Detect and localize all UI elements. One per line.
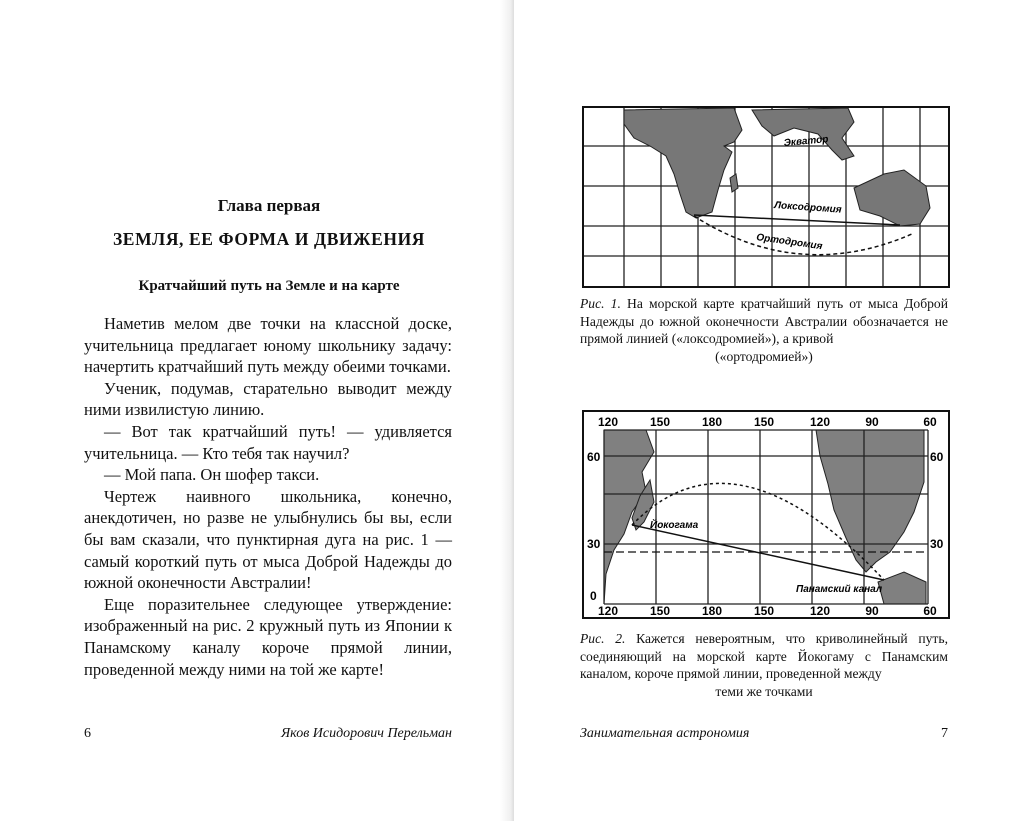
- asia-landmass: [752, 108, 854, 160]
- bottom-tick-label: 150: [649, 604, 671, 617]
- bottom-tick-label: 150: [753, 604, 775, 617]
- figure-1-map: [582, 106, 950, 288]
- paragraph: Чертеж наивного школьника, конечно, анекдотичен, но разве не улыбнулись бы вы, если бы вам сказали, что пунктирная дуга на рис. 1 — самый короткий путь от мыса Доброй Надежды до южной оконечности Австралии!: [84, 486, 452, 593]
- top-tick-label: 150: [753, 415, 775, 429]
- page-number-right: 7: [941, 726, 948, 741]
- right-tick-label: 30: [930, 537, 944, 551]
- paragraph: — Вот так кратчайший путь! — удивляется учительница. — Кто тебя так научил?: [84, 421, 452, 463]
- chapter-title: ЗЕМЛЯ, ЕЕ ФОРМА И ДВИЖЕНИЯ: [112, 229, 426, 249]
- south-america-landmass: [878, 572, 926, 604]
- top-tick-label: 60: [923, 415, 937, 429]
- paragraph: Наметив мелом две точки на классной доске, учительница предлагает юному школьнику задачу: начертить кратчайший путь между обеими точками.: [84, 314, 452, 377]
- africa-landmass: [624, 108, 742, 218]
- equator-label: Экватор: [783, 134, 829, 149]
- top-tick-label: 180: [701, 415, 723, 429]
- figure-2-caption-last: теми же точками: [715, 683, 813, 699]
- bottom-tick-label: 180: [701, 604, 723, 617]
- body-text: [84, 313, 452, 680]
- top-tick-label: 120: [597, 415, 619, 429]
- bottom-tick-label: 120: [809, 604, 831, 617]
- figure-2-caption-label: Рис. 2.: [580, 631, 626, 646]
- figure-1-caption-label: Рис. 1.: [580, 296, 621, 311]
- loxodrome-label: Локсодромия: [773, 200, 842, 216]
- figure-2-caption-text: Кажется невероятным, что криволинейный путь, соединяющий на морской карте Йокогаму с Панамским каналом, короче прямой линии, проведенной между: [580, 631, 948, 681]
- orthodrome-label: Ортодромия: [755, 232, 824, 253]
- left-page: [0, 0, 512, 821]
- paragraph: Еще поразительнее следующее утверждение: изображенный на рис. 2 кружный путь из Японии к Панамскому каналу короче прямой линии, проведенной между ними на той же карте!: [84, 594, 452, 679]
- bottom-tick-label: 60: [923, 604, 937, 617]
- figure-1-caption: [580, 295, 948, 365]
- madagascar-landmass: [730, 174, 738, 192]
- right-tick-label: 60: [930, 450, 944, 464]
- australia-landmass: [854, 170, 930, 226]
- figure-2-caption: [580, 630, 948, 700]
- section-title: Кратчайший путь на Земле и на карте: [138, 278, 400, 294]
- yokohama-label: Йокогама: [650, 520, 699, 531]
- figure-2-map: [582, 410, 950, 619]
- loxodrome-line: [694, 215, 900, 225]
- left-tick-label: 0: [590, 589, 597, 603]
- figure-1-caption-text: На морской карте кратчайший путь от мыса Доброй Надежды до южной оконечности Австралии обозначается не прямой линией («локсодромией»), а кривой: [580, 296, 948, 346]
- top-tick-label: 120: [809, 415, 831, 429]
- north-america-landmass: [816, 430, 924, 572]
- paragraph: — Мой папа. Он шофер такси.: [104, 465, 320, 485]
- top-tick-label: 90: [865, 415, 879, 429]
- chapter-heading: Глава первая: [217, 196, 321, 215]
- page-number-left: 6: [84, 726, 91, 741]
- left-tick-label: 30: [587, 537, 601, 551]
- top-tick-label: 150: [649, 415, 671, 429]
- running-footer-title: Занимательная астрономия: [580, 726, 750, 741]
- panama-canal-label: Панамский канал: [796, 584, 883, 595]
- right-page: [514, 0, 1034, 821]
- left-tick-label: 60: [587, 450, 601, 464]
- paragraph: Ученик, подумав, старательно выводит между ними извилистую линию.: [84, 378, 452, 420]
- figure-1-caption-last: («ортодромией»): [715, 348, 813, 364]
- bottom-tick-label: 120: [597, 604, 619, 617]
- running-footer-author: Яков Исидорович Перельман: [280, 726, 452, 741]
- bottom-tick-label: 90: [865, 604, 879, 617]
